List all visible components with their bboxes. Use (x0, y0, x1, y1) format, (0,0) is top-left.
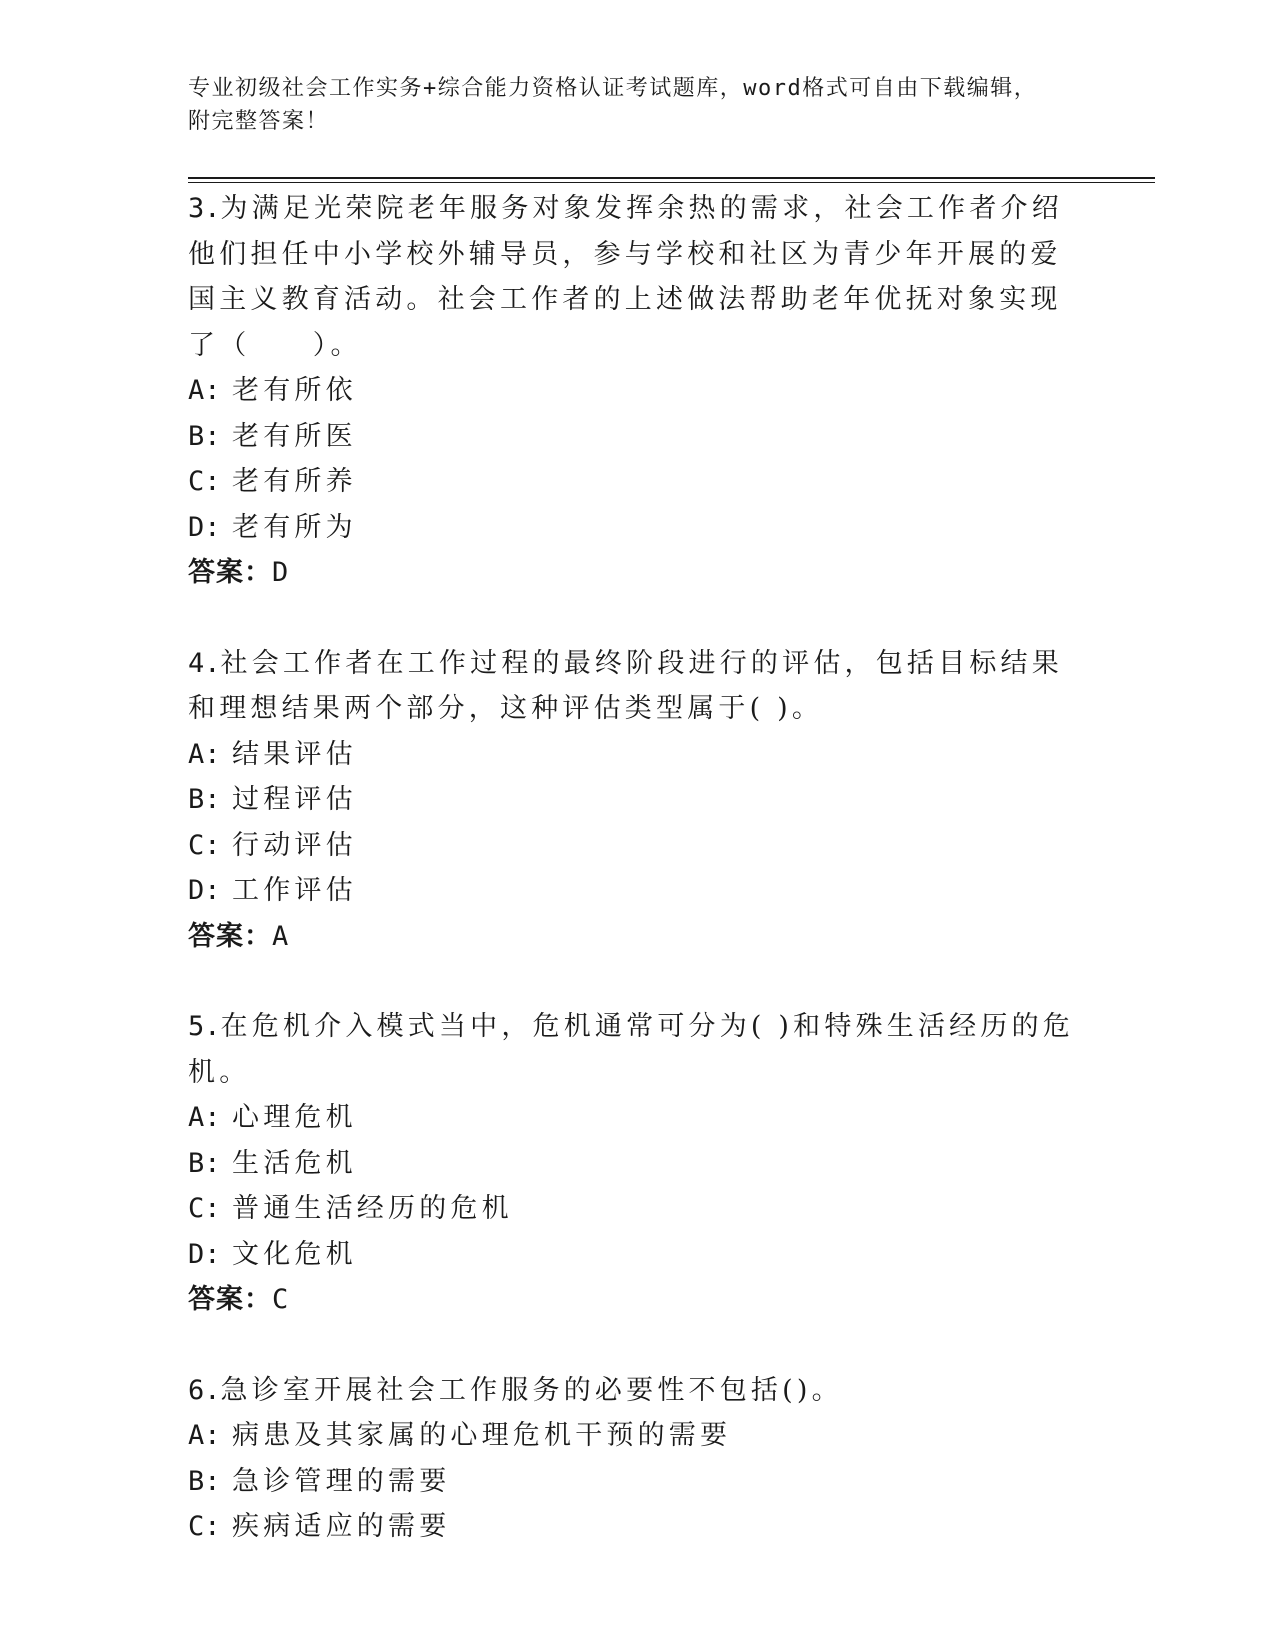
question-stem (188, 1368, 1088, 1414)
question-text: 社会工作者在工作过程的最终阶段进行的评估，包括目标结果和理想结果两个部分，这种评估类型属于( )。 (188, 647, 1063, 724)
option-c (188, 823, 1088, 869)
option-a (188, 1413, 1088, 1459)
option-key: C: (188, 1511, 221, 1542)
document-header (188, 72, 1088, 138)
option-text: 老有所依 (232, 375, 357, 406)
option-b (188, 1141, 1088, 1187)
question-3 (188, 186, 1088, 596)
answer-line (188, 914, 1088, 960)
question-text: 为满足光荣院老年服务对象发挥余热的需求，社会工作者介绍他们担任中小学校外辅导员，参与学校和社区为青少年开展的爱国主义教育活动。社会工作者的上述做法帮助老年优抚对象实现了（ ）。 (188, 193, 1063, 361)
option-text: 老有所养 (232, 466, 357, 497)
option-text: 结果评估 (232, 738, 357, 770)
option-text: 病患及其家属的心理危机干预的需要 (232, 1420, 732, 1451)
option-key: D: (188, 511, 221, 543)
header-rule-thick (188, 177, 1155, 179)
option-a (188, 732, 1088, 778)
option-text: 急诊管理的需要 (232, 1465, 451, 1497)
answer-line (188, 1277, 1088, 1323)
option-b (188, 1459, 1088, 1505)
option-key: D: (188, 875, 221, 906)
option-key: D: (188, 1238, 221, 1270)
answer-value: D (272, 557, 290, 588)
option-d (188, 1232, 1088, 1278)
option-d (188, 868, 1088, 914)
answer-label: 答案： (188, 557, 272, 588)
question-6 (188, 1368, 1088, 1550)
option-key: A: (188, 1102, 221, 1133)
question-5 (188, 1004, 1088, 1323)
option-d (188, 505, 1088, 551)
option-a (188, 1095, 1088, 1141)
question-list (188, 186, 1088, 1595)
option-key: A: (188, 1420, 221, 1451)
option-key: B: (188, 1465, 221, 1497)
answer-label: 答案： (188, 920, 272, 952)
option-text: 疾病适应的需要 (232, 1511, 451, 1542)
answer-value: A (272, 920, 290, 952)
option-key: C: (188, 1193, 221, 1224)
option-key: B: (188, 784, 221, 815)
option-c (188, 459, 1088, 505)
answer-line (188, 550, 1088, 596)
question-number: 4. (188, 647, 221, 679)
option-key: A: (188, 375, 221, 406)
question-number: 5. (188, 1011, 221, 1042)
header-line-2: 附完整答案！ (188, 109, 330, 134)
option-text: 生活危机 (232, 1147, 357, 1179)
option-b (188, 777, 1088, 823)
option-key: B: (188, 420, 221, 452)
option-c (188, 1186, 1088, 1232)
header-line-1: 专业初级社会工作实务+综合能力资格认证考试题库，word格式可自由下载编辑， (188, 76, 1038, 101)
option-key: B: (188, 1147, 221, 1179)
option-text: 过程评估 (232, 784, 357, 815)
question-4 (188, 641, 1088, 960)
question-text: 在危机介入模式当中，危机通常可分为( )和特殊生活经历的危机。 (188, 1011, 1074, 1088)
option-text: 行动评估 (232, 829, 357, 861)
option-text: 老有所医 (232, 420, 357, 452)
header-rule-thin (188, 182, 1155, 183)
question-stem (188, 1004, 1088, 1095)
option-text: 文化危机 (232, 1238, 357, 1270)
answer-value: C (272, 1284, 290, 1315)
option-c (188, 1504, 1088, 1550)
option-key: C: (188, 466, 221, 497)
question-stem (188, 186, 1088, 368)
option-key: C: (188, 829, 221, 861)
question-number: 3. (188, 193, 221, 224)
question-stem (188, 641, 1088, 732)
option-text: 心理危机 (232, 1102, 357, 1133)
option-key: A: (188, 738, 221, 770)
option-b (188, 414, 1088, 460)
answer-label: 答案： (188, 1284, 272, 1315)
option-text: 老有所为 (232, 511, 357, 543)
option-text: 普通生活经历的危机 (232, 1193, 513, 1224)
question-text: 急诊室开展社会工作服务的必要性不包括()。 (220, 1374, 843, 1406)
option-a (188, 368, 1088, 414)
option-text: 工作评估 (232, 875, 357, 906)
question-number: 6. (188, 1374, 221, 1406)
